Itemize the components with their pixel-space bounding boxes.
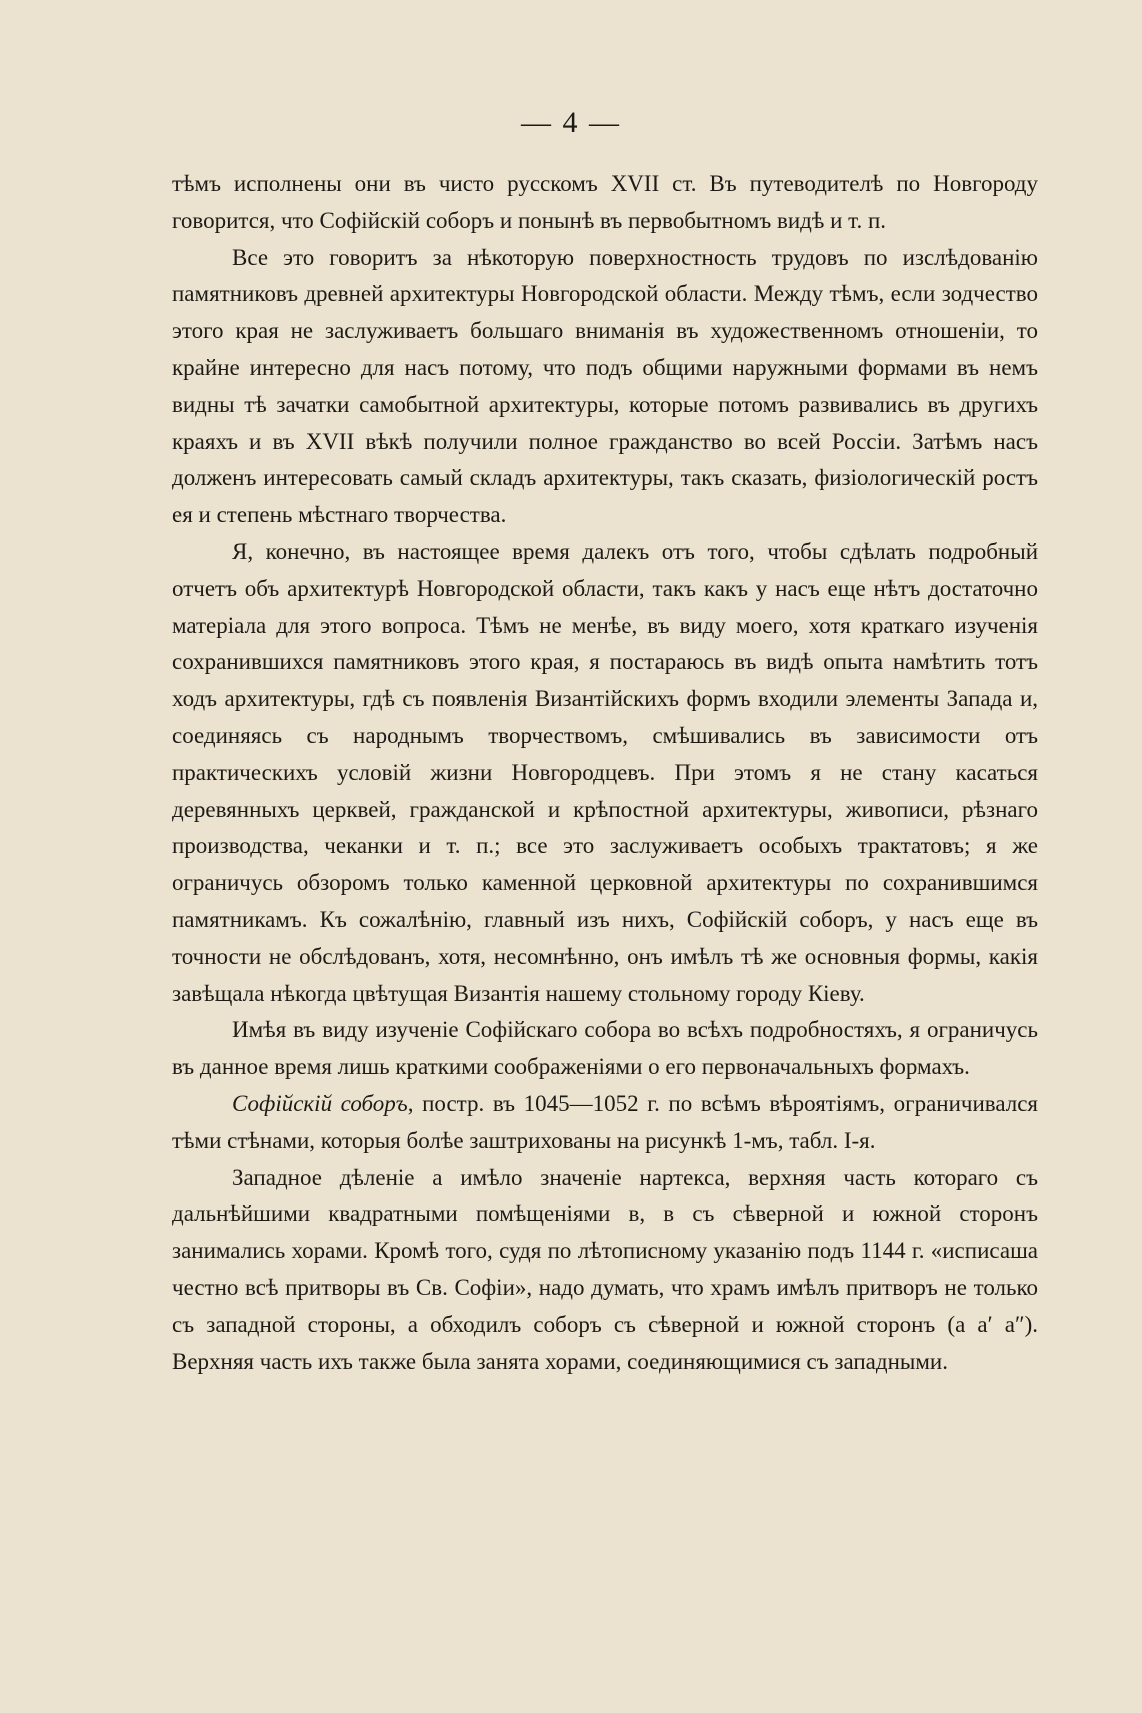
paragraph-1-text: тѣмъ исполнены они въ чисто русскомъ XVII ст. Въ путеводителѣ по Новгороду говорится, что Софійскій соборъ и понынѣ въ первобытномъ видѣ и т. п. xyxy=(172,171,1038,233)
paragraph-6-text: Западное дѣленіе а имѣло значеніе нартекса, верхняя часть котораго съ дальнѣйшими квадратными помѣщеніями в, в съ сѣверной и южной сторонъ занимались хорами. Кромѣ того, судя по лѣтописному указанію подъ 1144 г. «исписаша честно всѣ притворы въ Св. Софіи», надо думать, что храмъ имѣлъ притворъ не только съ западной стороны, а обходилъ соборъ съ сѣверной и южной сторонъ (а а′ а″). Верхняя часть ихъ также была занята хорами, соединяющимися съ западными. xyxy=(172,1164,1038,1374)
paragraph-4 xyxy=(172,1012,1038,1086)
page-number: — 4 — xyxy=(521,106,621,139)
paragraph-2-text: Все это говоритъ за нѣкоторую поверхностность трудовъ по изслѣдованію памятниковъ древней архитектуры Новгородской области. Между тѣмъ, если зодчество этого края не заслуживаетъ большаго вниманія въ художественномъ отношеніи, то крайне интересно для насъ потому, что подъ общими наружными формами въ немъ видны тѣ зачатки самобытной архитектуры, которые потомъ развивались въ другихъ краяхъ и въ XVII вѣкѣ получили полное гражданство во всей Россіи. Затѣмъ насъ долженъ интересовать самый складъ архитектуры, такъ сказать, физіологическій ростъ ея и степень мѣстнаго творчества. xyxy=(172,244,1038,528)
paragraph-1 xyxy=(172,166,1038,240)
paragraph-3-text: Я, конечно, въ настоящее время далекъ отъ того, чтобы сдѣлать подробный отчетъ объ архитектурѣ Новгородской области, такъ какъ у насъ еще нѣтъ достаточно матеріала для этого вопроса. Тѣмъ не менѣе, въ виду моего, хотя краткаго изученія сохранившихся памятниковъ этого края, я постараюсь въ видѣ опыта намѣтить тотъ ходъ архитектуры, гдѣ съ появленія Византійскихъ формъ входили элементы Запада и, соединяясь съ народнымъ творчествомъ, смѣшивались въ зависимости отъ практическихъ условій жизни Новгородцевъ. При этомъ я не стану касаться деревянныхъ церквей, гражданской и крѣпостной архитектуры, живописи, рѣзнаго производства, чеканки и т. п.; все это заслуживаетъ особыхъ трактатовъ; я же ограничусь обзоромъ только каменной церковной архитектуры по сохранившимся памятникамъ. Къ сожалѣнію, главный изъ нихъ, Софійскій соборъ, у насъ еще въ точности не обслѣдованъ, хотя, несомнѣнно, онъ имѣлъ тѣ же основныя формы, какія завѣщала нѣкогда цвѣтущая Византія нашему стольному городу Кіеву. xyxy=(172,538,1038,1006)
paragraph-5-text: , постр. въ 1045—1052 г. по всѣмъ вѣроятіямъ, ограничивался тѣми стѣнами, которыя болѣе заштрихованы на рисункѣ 1-мъ, табл. I-я. xyxy=(172,1090,1038,1153)
paragraph-2 xyxy=(172,240,1038,534)
paragraph-6 xyxy=(172,1160,1038,1381)
paragraph-3 xyxy=(172,534,1038,1012)
body-text xyxy=(172,166,1038,1380)
paragraph-5-lead: Софійскій соборъ xyxy=(232,1090,408,1116)
paragraph-5 xyxy=(172,1086,1038,1160)
paragraph-4-text: Имѣя въ виду изученіе Софійскаго собора во всѣхъ подробностяхъ, я ограничусь въ данное время лишь краткими соображеніями о его первоначальныхъ формахъ. xyxy=(172,1017,1038,1080)
